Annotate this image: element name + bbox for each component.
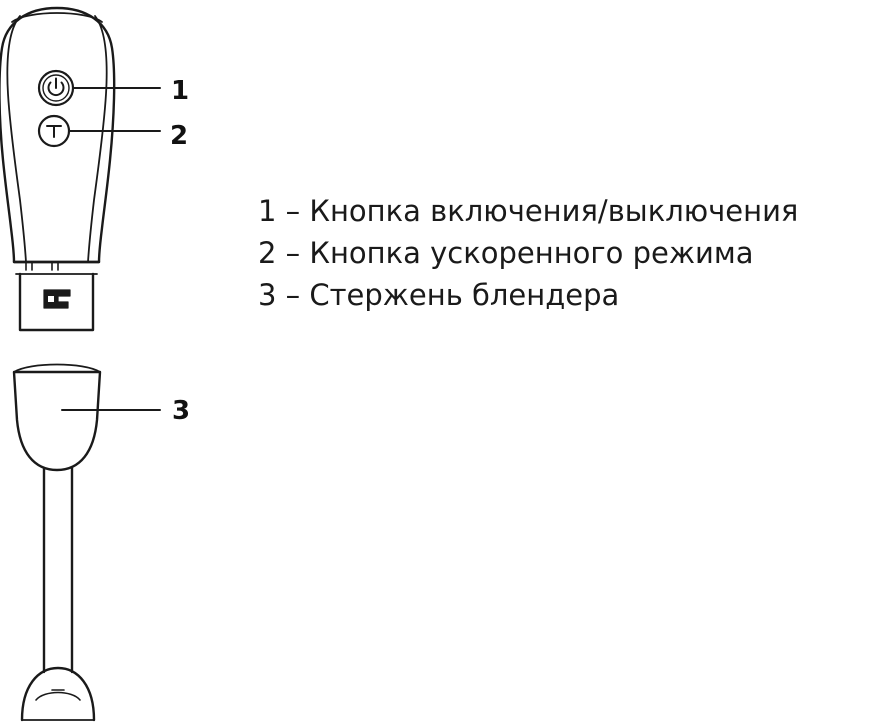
legend-item-3: 3 – Стержень блендера xyxy=(258,278,620,312)
coupling-detail-glyph xyxy=(44,290,70,308)
shaft-bell-housing xyxy=(14,372,100,470)
legend-item-2: 2 – Кнопка ускоренного режима xyxy=(258,236,754,270)
blade-guard-dome xyxy=(22,668,94,720)
motor-body-inner-right xyxy=(88,16,107,262)
legend-list xyxy=(258,190,887,316)
coupling-detail-cut xyxy=(48,296,54,302)
blade-guard-inner-curve xyxy=(36,693,80,701)
legend-item-1: 1 – Кнопка включения/выключения xyxy=(258,194,799,228)
motor-body-outline xyxy=(0,8,114,262)
callout-number-3: 3 xyxy=(172,396,191,426)
latch-tab-right xyxy=(52,262,58,270)
callout-number-2: 2 xyxy=(170,121,189,151)
callout-number-1: 1 xyxy=(171,76,190,106)
latch-tab-left xyxy=(26,262,32,270)
turbo-icon-t xyxy=(47,126,61,137)
